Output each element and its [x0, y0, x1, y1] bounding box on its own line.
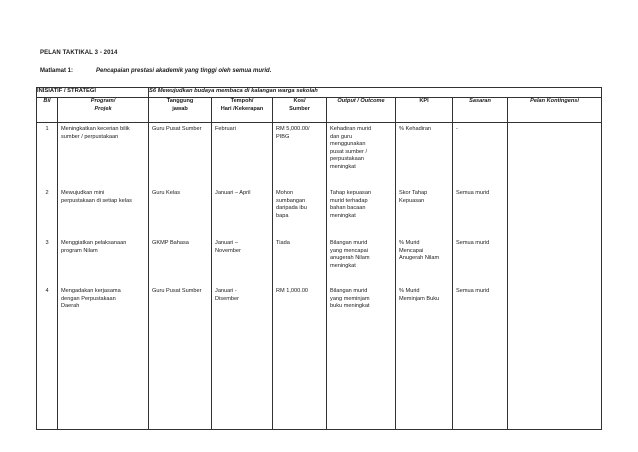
col-kos: [273, 123, 327, 430]
cell-line: Guru Kelas: [152, 190, 180, 196]
cell-line: Meningkatkan kecerian bilik: [61, 126, 130, 132]
cell-line: Disember: [215, 295, 239, 302]
row-2-tanggung: [152, 190, 209, 198]
row-4-tempoh: [215, 288, 270, 303]
row-2-tempoh: [215, 190, 270, 198]
row-3-kos: [276, 240, 324, 248]
header-row: [37, 98, 602, 123]
row-2-bil: 2: [45, 190, 49, 196]
header-bil: Bil: [37, 98, 58, 123]
cell-line: yang meminjam: [330, 295, 370, 302]
row-3-output: [330, 240, 393, 270]
cell-line: PIBG: [276, 133, 290, 140]
header-pelan-kontingensi: Pelan Kontingensi: [508, 98, 602, 123]
header-program: Program/ Projek: [58, 98, 149, 123]
row-2-sasaran: [456, 190, 505, 198]
cell-line: meningkat: [330, 262, 356, 269]
row-4-bil: 4: [45, 288, 49, 294]
row-2-kpi: [399, 190, 450, 205]
header-kpi: KPI: [396, 98, 453, 123]
row-2-output: [330, 190, 393, 220]
cell-line: program Nilam: [61, 247, 98, 254]
col-output: [327, 123, 396, 430]
cell-line: sumber / perpustakaan: [61, 133, 119, 140]
row-4-program: [61, 288, 146, 311]
cell-line: GKMP Bahasa: [152, 240, 189, 246]
cell-line: anugerah Nilam: [330, 255, 370, 262]
row-4-output: [330, 288, 393, 311]
cell-line: Menggiatkan pelaksanaan: [61, 240, 127, 246]
cell-line: RM 5,000.00/: [276, 126, 310, 132]
cell-line: RM 1,000.00: [276, 288, 309, 294]
col-bil: [37, 123, 58, 430]
cell-line: Mengadakan kerjasama: [61, 288, 121, 294]
col-tempoh: [212, 123, 273, 430]
header-output: Output / Outcome: [327, 98, 396, 123]
cell-line: -: [456, 126, 458, 132]
row-1-kos: [276, 126, 324, 141]
cell-line: Mencapai: [399, 247, 424, 254]
cell-line: Januari – April: [215, 190, 251, 196]
cell-line: % Murid: [399, 240, 420, 246]
table-body-row: [37, 123, 602, 430]
row-1-program: [61, 126, 146, 141]
row-3-tempoh: [215, 240, 270, 255]
cell-line: % Murid: [399, 288, 420, 294]
goal-text: Pencapaian prestasi akademik yang tinggi oleh semua murid.: [96, 68, 272, 74]
col-program: [58, 123, 149, 430]
col-tanggung-jawab: [149, 123, 212, 430]
cell-line: Meminjam Buku: [399, 295, 440, 302]
cell-line: Bilangan murid: [330, 288, 368, 294]
col-sasaran: [453, 123, 508, 430]
cell-line: Semua murid: [456, 240, 490, 246]
cell-line: % Kehadiran: [399, 126, 432, 132]
row-4-kos: [276, 288, 324, 296]
row-4-tanggung: [152, 288, 209, 296]
cell-line: Skor Tahap: [399, 190, 428, 196]
cell-line: Kehadiran murid: [330, 126, 372, 132]
cell-line: Januari –: [215, 240, 239, 246]
row-1-sasaran: [456, 126, 505, 134]
row-1-bil: 1: [45, 126, 49, 132]
strategy-row: [37, 88, 602, 98]
row-3-kpi: [399, 240, 450, 263]
goal-label: Matlamat 1:: [40, 68, 74, 74]
strategy-label: INISIATIF / STRATEGI: [37, 88, 149, 98]
row-3-bil: 3: [45, 240, 49, 246]
cell-line: Bilangan murid: [330, 240, 368, 246]
cell-line: pusat sumber /: [330, 148, 368, 155]
goal-line: [40, 68, 271, 74]
row-4-sasaran: [456, 288, 505, 296]
tactical-plan-table: [36, 87, 602, 430]
row-2-program: [61, 190, 146, 205]
row-1-tanggung: [152, 126, 209, 134]
row-3-tanggung: [152, 240, 209, 248]
cell-line: Februari: [215, 126, 236, 132]
cell-line: dengan Perpustakaan: [61, 295, 116, 302]
cell-line: Guru Pusat Sumber: [152, 288, 202, 294]
row-4-kpi: [399, 288, 450, 303]
row-1-tempoh: [215, 126, 270, 134]
header-tempoh: Tempoh/ Hari /Kekerapan: [212, 98, 273, 123]
cell-line: murid terhadap: [330, 197, 368, 204]
row-2-kos: [276, 190, 324, 220]
cell-line: Tiada: [276, 240, 290, 246]
header-sasaran: Sasaran: [453, 98, 508, 123]
cell-line: Kepuasan: [399, 197, 425, 204]
cell-line: Tahap kepuasan: [330, 190, 372, 196]
cell-line: Daerah: [61, 303, 80, 310]
header-kos: Kos/ Sumber: [273, 98, 327, 123]
cell-line: meningkat: [330, 212, 356, 219]
cell-line: sumbangan: [276, 197, 306, 204]
cell-line: menggunakan: [330, 141, 366, 148]
cell-line: daripada ibu: [276, 205, 307, 212]
cell-line: bapa: [276, 212, 289, 219]
cell-line: November: [215, 247, 241, 254]
cell-line: bahan bacaan: [330, 205, 366, 212]
row-3-program: [61, 240, 146, 255]
cell-line: Mohon: [276, 190, 294, 196]
cell-line: Januari -: [215, 288, 237, 294]
cell-line: meningkat: [330, 163, 356, 170]
row-3-sasaran: [456, 240, 505, 248]
cell-line: yang mencapai: [330, 247, 368, 254]
col-kpi: [396, 123, 453, 430]
cell-line: Semua murid: [456, 288, 490, 294]
row-1-kpi: [399, 126, 450, 134]
cell-line: dan guru: [330, 133, 353, 140]
col-pelan-kontingensi: [508, 123, 602, 430]
cell-line: Mewujudkan mini: [61, 190, 105, 196]
document-title: PELAN TAKTIKAL 3 - 2014: [40, 50, 118, 56]
cell-line: buku meningkat: [330, 303, 370, 310]
cell-line: perpustakaan di setiap kelas: [61, 197, 132, 204]
header-tanggung-jawab: Tanggung jawab: [149, 98, 212, 123]
cell-line: Semua murid: [456, 190, 490, 196]
cell-line: perpustakaan: [330, 156, 364, 163]
row-1-output: [330, 126, 393, 171]
cell-line: Anugerah Nilam: [399, 255, 440, 262]
strategy-value: S6 Mewujudkan budaya membaca di kalangan warga sekolah: [149, 88, 602, 98]
cell-line: Guru Pusat Sumber: [152, 126, 202, 132]
